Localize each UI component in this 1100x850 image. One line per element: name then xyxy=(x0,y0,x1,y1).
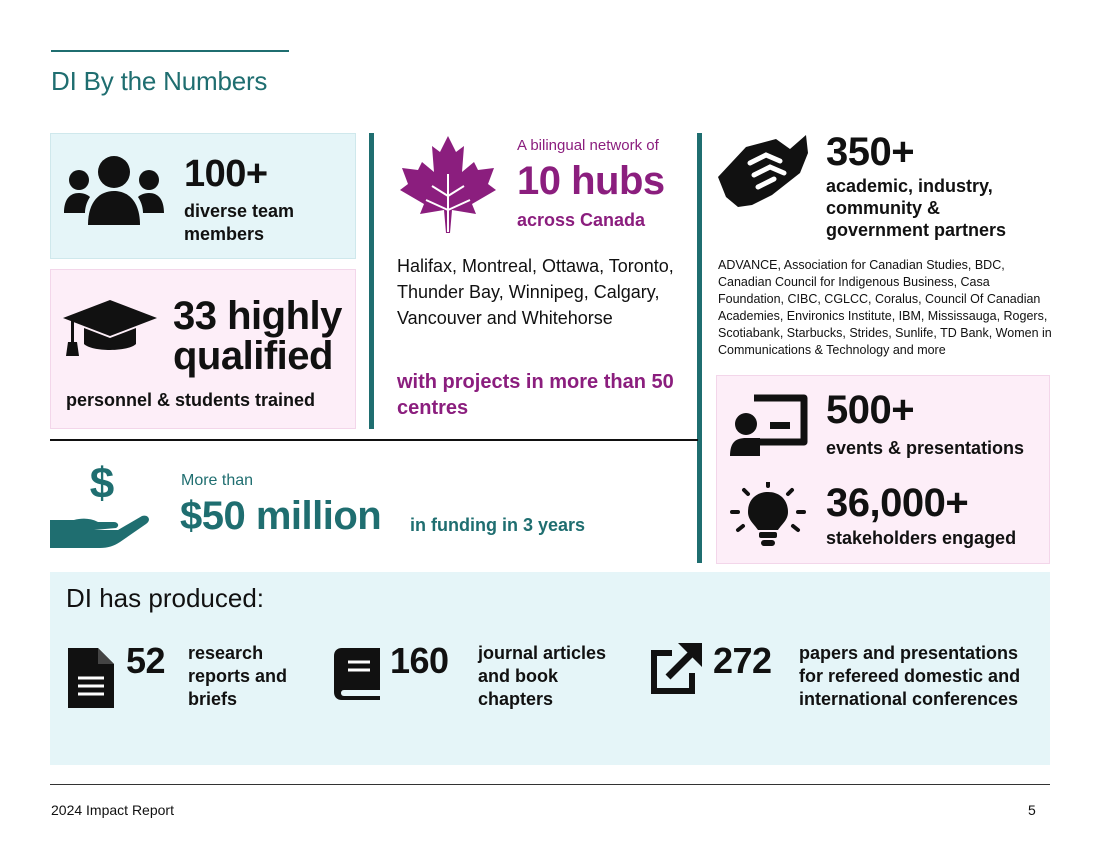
partners-label: academic, industry, community & government partners xyxy=(826,176,1007,240)
maple-leaf-icon xyxy=(398,134,498,234)
external-link-icon xyxy=(650,643,702,695)
people-group-icon xyxy=(64,155,164,227)
divider-horizontal xyxy=(50,439,698,441)
divider-right xyxy=(697,133,702,563)
graduation-cap-icon xyxy=(62,298,158,358)
hubs-count: 10 hubs xyxy=(517,159,665,203)
footer-rule xyxy=(50,784,1050,785)
money-hand-icon xyxy=(50,460,152,552)
footer-report-name: 2024 Impact Report xyxy=(51,802,174,818)
events-count: 500+ xyxy=(826,388,915,432)
articles-count: 160 xyxy=(390,640,449,681)
stakeholders-label: stakeholders engaged xyxy=(826,528,1017,548)
page-number: 5 xyxy=(1028,802,1036,818)
funding-suffix: in funding in 3 years xyxy=(410,515,586,535)
team-label: diverse team members xyxy=(184,201,295,244)
document-icon xyxy=(68,648,114,708)
stakeholders-count: 36,000+ xyxy=(826,481,969,525)
funding-prefix: More than xyxy=(181,472,254,489)
conferences-count: 272 xyxy=(713,640,772,681)
partners-list: ADVANCE, Association for Canadian Studies, BDC, Canadian Council for Indigenous Business, Casa Foundation, CIBC, CGLCC, Coralus, Council Of Canadian Academies, Environics Institute, IBM, Mississauga, Rogers, Scotiabank, Starbucks, Strides, Sunlife, TD Bank, Women in Communications & Technology and more xyxy=(718,258,1052,357)
partners-count: 350+ xyxy=(826,130,915,174)
hqp-label: personnel & students trained xyxy=(66,390,316,410)
funding-amount: $50 million xyxy=(180,494,382,538)
reports-label: research reports and briefs xyxy=(188,643,288,709)
divider-left xyxy=(369,133,374,429)
lightbulb-icon xyxy=(730,482,806,548)
svg-text:$: $ xyxy=(89,460,115,508)
title-rule xyxy=(51,50,289,52)
hubs-intro: A bilingual network of xyxy=(517,137,659,154)
hub-centres: with projects in more than 50 centres xyxy=(397,371,674,419)
page-title: DI By the Numbers xyxy=(51,66,268,96)
handshake-icon xyxy=(716,133,810,209)
team-count: 100+ xyxy=(184,153,268,195)
events-label: events & presentations xyxy=(826,438,1025,458)
conferences-label: papers and presentations for refereed domestic and international conferences xyxy=(799,643,1021,709)
produced-title: DI has produced: xyxy=(66,583,265,613)
hqp-count: 33 highly qualified xyxy=(173,294,342,378)
presentation-icon xyxy=(730,394,808,458)
reports-count: 52 xyxy=(126,640,166,681)
hub-cities: Halifax, Montreal, Ottawa, Toronto, Thunder Bay, Winnipeg, Calgary, Vancouver and Whitehorse xyxy=(397,256,674,328)
hubs-subtitle: across Canada xyxy=(517,210,646,230)
book-icon xyxy=(334,648,382,700)
articles-label: journal articles and book chapters xyxy=(478,643,607,709)
